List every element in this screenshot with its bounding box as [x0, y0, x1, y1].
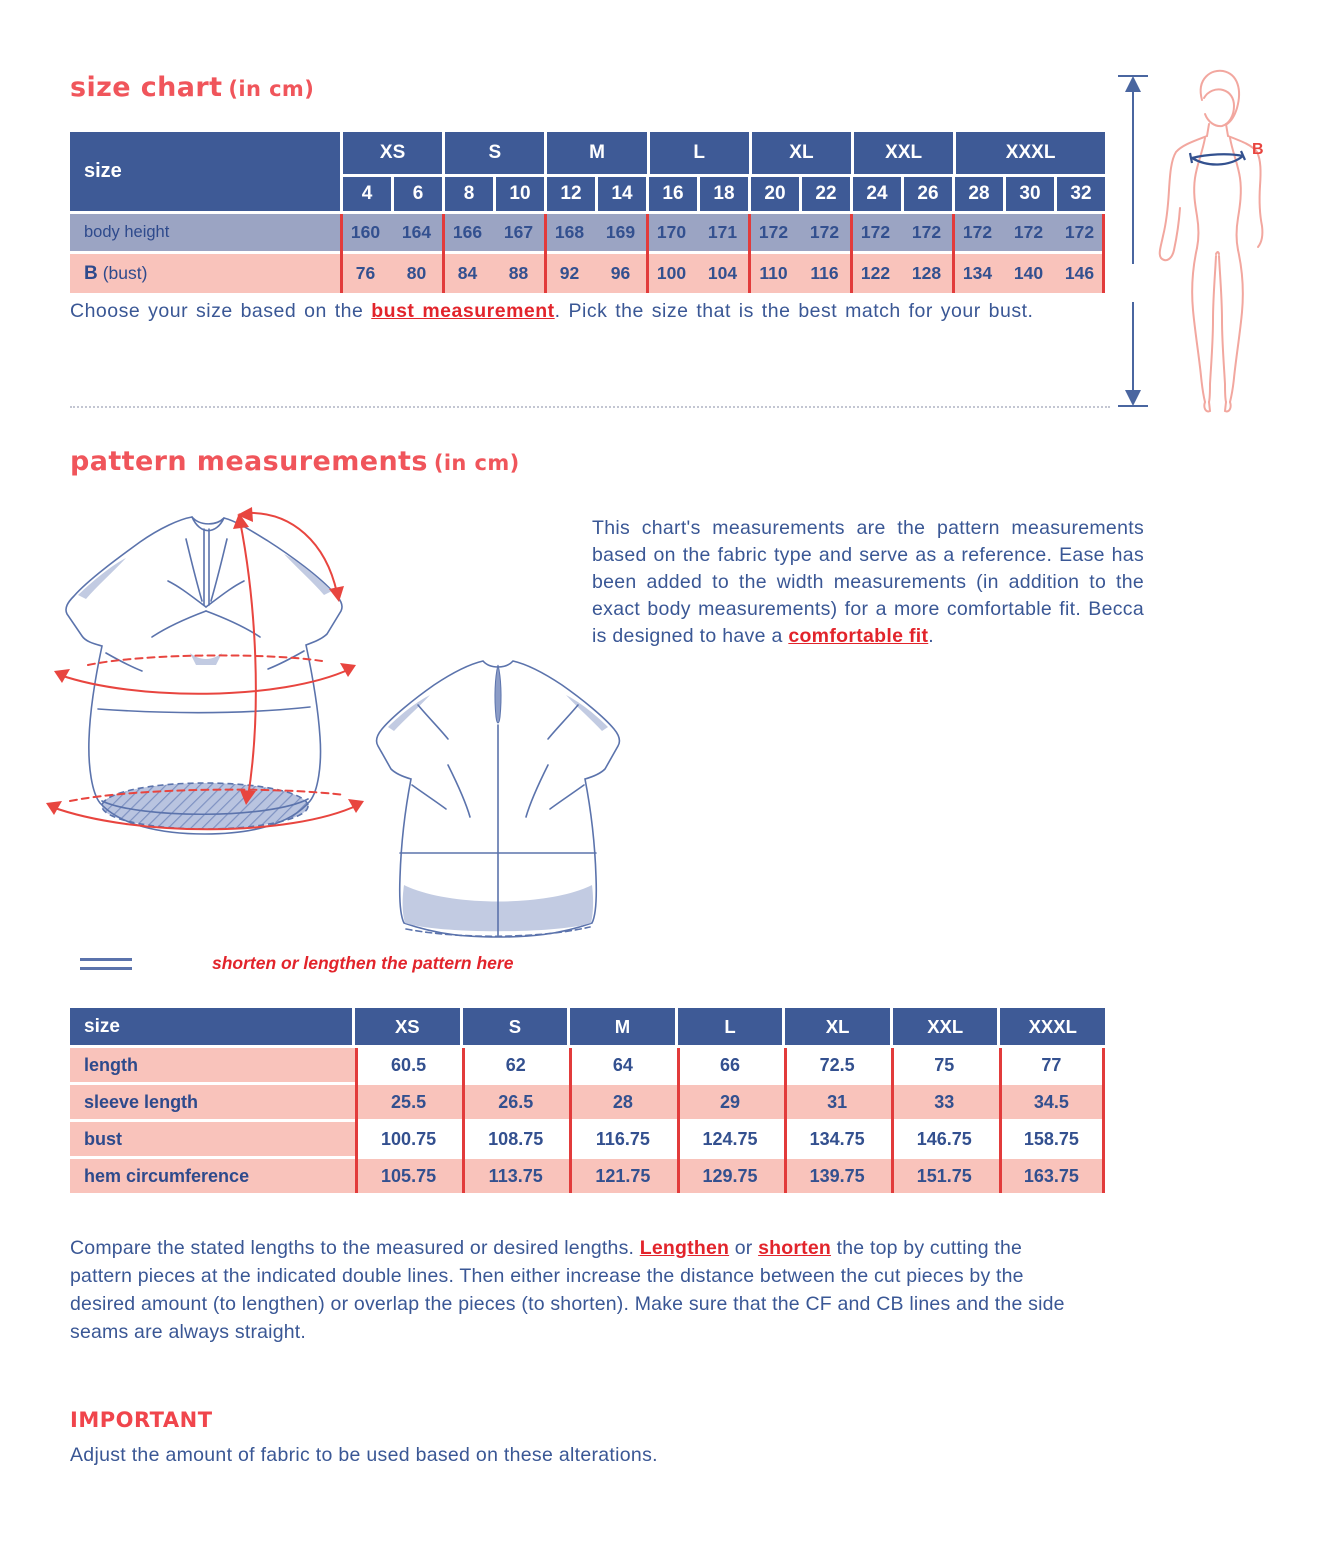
size-number: 18 — [700, 177, 748, 211]
garment-back-drawing — [348, 645, 648, 950]
pattern-col-xs: XS — [355, 1008, 460, 1045]
pattern-col-s: S — [463, 1008, 568, 1045]
pattern-measurements-table — [70, 1008, 1105, 1193]
pattern-measurements-title: pattern measurements — [70, 446, 428, 477]
size-group-xxl: XXL — [854, 132, 953, 174]
hem-circumference-row — [70, 1159, 1105, 1193]
length-value: 75 — [934, 1054, 955, 1075]
body-height-value: 172 — [860, 222, 891, 242]
body-height-value: 172 — [1064, 222, 1095, 242]
body-height-value: 164 — [401, 222, 432, 242]
sleeve-length-label: sleeve length — [70, 1085, 355, 1119]
pattern-table-header — [70, 1008, 1105, 1045]
body-height-value: 172 — [911, 222, 942, 242]
body-height-value: 172 — [1013, 222, 1044, 242]
size-number: 4 — [343, 177, 391, 211]
body-height-value: 166 — [452, 222, 483, 242]
size-corner-cell: size — [70, 132, 340, 211]
size-number: 8 — [445, 177, 493, 211]
lengthen-legend — [80, 953, 513, 974]
height-arrow — [1118, 76, 1148, 406]
body-height-value: 168 — [554, 222, 585, 242]
garment-front-drawing — [40, 503, 375, 853]
hem-circumference-value: 129.75 — [702, 1165, 758, 1186]
hem-circumference-value: 113.75 — [488, 1165, 543, 1186]
choose-size-note: Choose your size based on the bust measurement. Pick the size that is the best match for your bust. — [70, 300, 1034, 322]
bust-measure-value: 124.75 — [702, 1128, 758, 1149]
pattern-col-xxxl: XXXL — [1000, 1008, 1105, 1045]
bust-value: 134 — [962, 263, 993, 283]
sleeve-length-value: 33 — [934, 1091, 955, 1112]
legend-label: shorten or lengthen the pattern here — [212, 953, 514, 973]
hem-circumference-value: 163.75 — [1023, 1165, 1079, 1186]
bust-value: 88 — [508, 263, 529, 283]
column-separator — [462, 1048, 465, 1193]
group-separator — [850, 214, 853, 293]
size-group-l: L — [650, 132, 749, 174]
size-group-xl: XL — [752, 132, 851, 174]
bust-measure-label: bust — [70, 1122, 355, 1156]
body-height-value: 160 — [350, 222, 381, 242]
length-label: length — [70, 1048, 355, 1082]
compare-lengths-paragraph: Compare the stated lengths to the measured or desired lengths. Lengthen or shorten the top by cutting the pattern pieces at the indicated double lines. Then either increase the distance between the cut pieces by the desired amount (to lengthen) or overlap the pieces (to shorten). Make sure that the CF and CB lines and the side seams are always straight. — [70, 1237, 1065, 1343]
bust-value: 96 — [610, 263, 631, 283]
length-value: 72.5 — [819, 1054, 855, 1075]
pattern-measurements-unit: (in cm) — [433, 451, 520, 475]
size-number: 22 — [802, 177, 850, 211]
body-height-value: 169 — [605, 222, 636, 242]
sleeve-length-value: 31 — [827, 1091, 848, 1112]
size-group-xs: XS — [343, 132, 442, 174]
important-heading: IMPORTANT — [70, 1408, 213, 1432]
hem-circumference-value: 105.75 — [381, 1165, 437, 1186]
size-number: 16 — [649, 177, 697, 211]
length-value: 62 — [505, 1054, 526, 1075]
double-line-symbol — [80, 958, 132, 970]
size-number: 24 — [853, 177, 901, 211]
sleeve-length-value: 34.5 — [1033, 1091, 1069, 1112]
length-value: 77 — [1041, 1054, 1062, 1075]
size-number-row — [343, 177, 1105, 211]
size-number: 12 — [547, 177, 595, 211]
bust-value: 92 — [559, 263, 580, 283]
group-separator — [442, 214, 445, 293]
sleeve-length-value: 28 — [612, 1091, 633, 1112]
bust-measure-value: 116.75 — [595, 1128, 650, 1149]
size-number: 32 — [1057, 177, 1105, 211]
bust-measure-value: 146.75 — [916, 1128, 972, 1149]
bust-row — [70, 254, 1105, 293]
body-height-figure — [1112, 64, 1322, 421]
size-group-xxxl: XXXL — [956, 132, 1105, 174]
pattern-col-xl: XL — [785, 1008, 890, 1045]
hem-circumference-value: 139.75 — [809, 1165, 865, 1186]
size-number: 26 — [904, 177, 952, 211]
woman-outline — [1160, 71, 1263, 412]
body-height-value: 170 — [656, 222, 687, 242]
size-number: 10 — [496, 177, 544, 211]
size-number: 28 — [955, 177, 1003, 211]
group-separator — [748, 214, 751, 293]
size-number: 30 — [1006, 177, 1054, 211]
column-separator — [1102, 1048, 1105, 1193]
bust-value: 84 — [457, 263, 478, 283]
column-separator — [999, 1048, 1002, 1193]
lengthen-link[interactable]: Lengthen — [639, 1237, 730, 1259]
size-chart-unit: (in cm) — [228, 77, 315, 101]
bust-measure-row — [70, 1122, 1105, 1156]
body-height-value: 172 — [962, 222, 993, 242]
shorten-link[interactable]: shorten — [758, 1237, 832, 1259]
bust-value: 80 — [406, 263, 427, 283]
pattern-col-l: L — [678, 1008, 783, 1045]
bust-value: 122 — [860, 263, 891, 283]
pattern-description: This chart's measurements are the pattern measurements based on the fabric type and serve as a reference. Ease has been added to the width measurements (in addition to the exact body measurements) for a more comfortable fit. Becca is designed to have a comfortable fit. — [592, 517, 1144, 647]
pattern-col-xxl: XXL — [893, 1008, 998, 1045]
size-chart-title: size chart — [70, 72, 223, 103]
group-separator — [646, 214, 649, 293]
body-height-value: 171 — [707, 222, 738, 242]
group-separator — [952, 214, 955, 293]
pattern-table-body — [70, 1048, 1105, 1193]
sleeve-length-value: 25.5 — [391, 1091, 427, 1112]
sleeve-length-value: 29 — [719, 1091, 740, 1112]
bust-value: 140 — [1013, 263, 1044, 283]
bust-measure-value: 100.75 — [381, 1128, 437, 1149]
bust-value: 100 — [656, 263, 687, 283]
body-height-value: 167 — [503, 222, 534, 242]
sleeve-length-value: 26.5 — [498, 1091, 534, 1112]
size-number: 20 — [751, 177, 799, 211]
bust-value: 116 — [810, 263, 839, 283]
pattern-size-corner-cell: size — [70, 1008, 352, 1045]
hem-circumference-value: 121.75 — [595, 1165, 651, 1186]
size-group-m: M — [547, 132, 646, 174]
size-group-s: S — [445, 132, 544, 174]
bust-letter-label: B — [1252, 141, 1264, 158]
group-separator — [544, 214, 547, 293]
bust-measurement-link[interactable]: bust measurement — [371, 300, 555, 322]
size-group-row — [343, 132, 1105, 174]
section-divider — [70, 406, 1110, 408]
size-chart-heading — [70, 72, 314, 103]
group-separator — [340, 214, 343, 293]
bust-measure-value: 108.75 — [488, 1128, 544, 1149]
bust-value: 110 — [759, 263, 788, 283]
group-separator — [1102, 214, 1105, 293]
front-measure-arrows — [46, 507, 364, 829]
comfortable-fit-link[interactable]: comfortable fit — [788, 625, 929, 647]
size-number: 6 — [394, 177, 442, 211]
length-value: 64 — [612, 1054, 633, 1075]
column-separator — [569, 1048, 572, 1193]
bust-measure-value: 134.75 — [809, 1128, 865, 1149]
pattern-col-m: M — [570, 1008, 675, 1045]
pattern-measurements-heading — [70, 446, 520, 477]
hem-circumference-value: 151.75 — [916, 1165, 972, 1186]
size-chart-table-header — [70, 132, 1105, 211]
hem-circumference-label: hem circumference — [70, 1159, 355, 1193]
body-height-value: 172 — [809, 222, 840, 242]
column-separator — [355, 1048, 358, 1193]
column-separator — [891, 1048, 894, 1193]
size-number: 14 — [598, 177, 646, 211]
length-value: 66 — [719, 1054, 740, 1075]
length-row — [70, 1048, 1105, 1082]
size-chart-table-body — [70, 214, 1105, 293]
sleeve-length-row — [70, 1085, 1105, 1119]
bust-measure-value: 158.75 — [1023, 1128, 1079, 1149]
bust-value: 76 — [355, 263, 376, 283]
body-height-row — [70, 214, 1105, 251]
bust-value: 128 — [911, 263, 942, 283]
length-value: 60.5 — [391, 1054, 427, 1075]
column-separator — [677, 1048, 680, 1193]
column-separator — [784, 1048, 787, 1193]
bust-label: B (bust) — [70, 254, 340, 293]
important-text: Adjust the amount of fabric to be used based on these alterations. — [70, 1444, 658, 1466]
bust-value: 104 — [707, 263, 738, 283]
bust-value: 146 — [1064, 263, 1095, 283]
body-height-label: body height — [70, 214, 340, 251]
body-height-value: 172 — [758, 222, 789, 242]
size-chart-table — [70, 132, 1105, 293]
